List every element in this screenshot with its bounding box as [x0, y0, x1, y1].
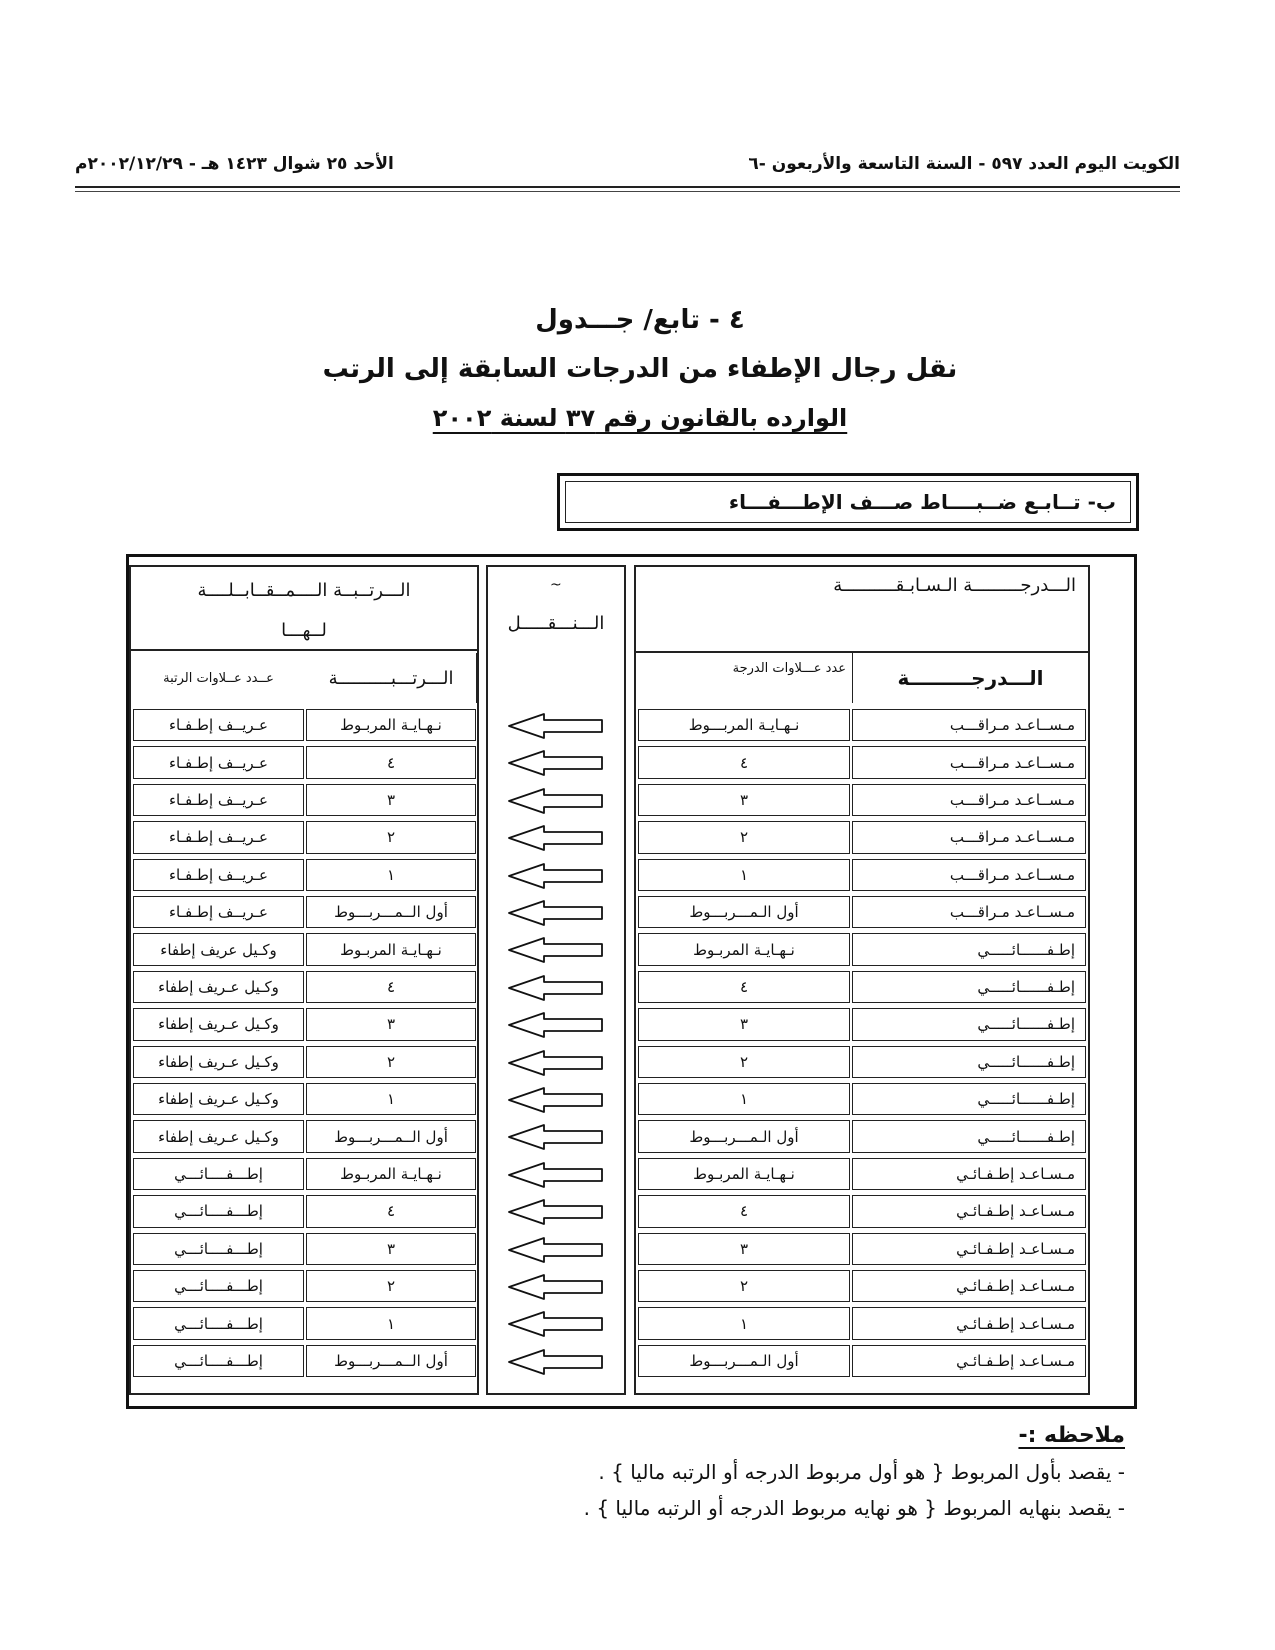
header-date: الأحد ٢٥ شوال ١٤٢٣ هـ - ٢٠٠٢/١٢/٢٩م	[75, 154, 394, 174]
grade-cell: مـســاعـد مـراقـــب	[852, 859, 1086, 891]
rank-cell: عـريــف إطـفـاء	[133, 896, 304, 928]
grade-increments-cell: ٤	[638, 971, 850, 1003]
section-box	[557, 473, 1139, 531]
grade-increments-cell: ٢	[638, 1270, 850, 1302]
rank-increments-cell: ٣	[306, 1008, 476, 1040]
note-item: - يقصد بنهايه المربوط { هو نهايه مربوط الدرجه أو الرتبه ماليا } .	[583, 1496, 1125, 1520]
rank-cell: عـريــف إطـفـاء	[133, 784, 304, 816]
transfer-header: الـــنـــقـــــل	[507, 613, 605, 634]
previous-grade-header: الـــدرجـــــــــة الـسـابـقــــــــــة	[636, 567, 1088, 653]
grade-cell: إطـفــــــائـــــي	[852, 1120, 1086, 1152]
rank-cell: عـريــف إطـفـاء	[133, 709, 304, 741]
header-issue: الكويت اليوم العدد ٥٩٧ - السنة التاسعة والأربعون -٦	[748, 154, 1180, 174]
grade-increments-cell: ٣	[638, 1233, 850, 1265]
rank-cell: وكـيل عـريف إطفاء	[133, 971, 304, 1003]
rank-cell: وكـيل عريف إطفاء	[133, 933, 304, 965]
header-rule-thin	[75, 191, 1180, 192]
rank-increments-cell: ٤	[306, 1195, 476, 1227]
transfer-arrow-icon	[506, 787, 606, 815]
rank-cell: إطـــفــــائـــي	[133, 1233, 304, 1265]
rank-increments-cell: ٢	[306, 1270, 476, 1302]
table-title: نقل رجال الإطفاء من الدرجات السابقة إلى الرتب	[322, 354, 958, 384]
grade-cell: إطـفــــــائـــــي	[852, 971, 1086, 1003]
grade-increments-cell: أول الـمـــربـــوط	[638, 896, 850, 928]
gazette-header	[75, 150, 1180, 182]
transfer-arrow-icon	[506, 1348, 606, 1376]
grade-increments-cell: ٢	[638, 821, 850, 853]
rank-increments-cell: أول الــمـــربـــوط	[306, 1345, 476, 1377]
rank-block	[129, 565, 479, 1395]
rank-increments-cell: ٤	[306, 746, 476, 778]
rank-increments-cell: ٣	[306, 784, 476, 816]
grade-increments-cell: نـهـايـة المربـوط	[638, 933, 850, 965]
transfer-arrow-icon	[506, 1049, 606, 1077]
grade-cell: مـسـاعـد إطـفـائـي	[852, 1158, 1086, 1190]
table-subtitle: الوارده بالقانون رقم ٣٧ لسنة ٢٠٠٢	[432, 404, 848, 432]
rank-cell: إطـــفــــائـــي	[133, 1345, 304, 1377]
rank-increments-cell: أول الــمـــربـــوط	[306, 1120, 476, 1152]
grade-increments-cell: نـهـايـة المربـوط	[638, 1158, 850, 1190]
transfer-arrow-icon	[506, 749, 606, 777]
rank-increments-cell: ٤	[306, 971, 476, 1003]
grade-increments-cell: أول الـمـــربـــوط	[638, 1345, 850, 1377]
transfer-table	[126, 554, 1137, 1409]
rank-cell: إطـــفــــائـــي	[133, 1195, 304, 1227]
grade-cell: إطـفــــــائـــــي	[852, 1008, 1086, 1040]
rank-cell: وكـيل عـريف إطفاء	[133, 1120, 304, 1152]
transfer-arrow-icon	[506, 1161, 606, 1189]
rank-cell: إطـــفــــائـــي	[133, 1270, 304, 1302]
rank-increments-cell: أول الــمـــربـــوط	[306, 896, 476, 928]
rank-increments-cell: ١	[306, 1083, 476, 1115]
rank-increments-cell: ١	[306, 1307, 476, 1339]
rank-cell: عـريــف إطـفـاء	[133, 859, 304, 891]
rank-increments-cell: نـهـايـة المربـوط	[306, 933, 476, 965]
rank-increments-cell: ٣	[306, 1233, 476, 1265]
grade-cell: مـســاعـد مـراقـــب	[852, 784, 1086, 816]
title-block	[200, 300, 1080, 438]
transfer-arrow-icon	[506, 862, 606, 890]
transfer-block	[486, 565, 626, 1395]
rank-group-header-line2: لــهـــا	[131, 611, 477, 651]
grade-cell: مـسـاعـد إطـفـائـي	[852, 1195, 1086, 1227]
previous-grade-block	[634, 565, 1090, 1395]
transfer-arrow-icon	[506, 712, 606, 740]
rank-cell: وكـيل عـريف إطفاء	[133, 1008, 304, 1040]
notes-title: ملاحظه :-	[1018, 1423, 1125, 1448]
rank-group-header-line1: الـــرتــبــة الــــمــقــابــلــــة	[197, 580, 411, 601]
grade-increments-cell: ٤	[638, 746, 850, 778]
grade-cell: مـســاعـد مـراقـــب	[852, 709, 1086, 741]
transfer-arrow-icon	[506, 1198, 606, 1226]
grade-increments-cell: نـهـايـة المربـــوط	[638, 709, 850, 741]
header-rule	[75, 186, 1180, 188]
grade-cell: مـسـاعـد إطـفـائـي	[852, 1307, 1086, 1339]
rank-increments-cell: نـهـايـة المربـوط	[306, 1158, 476, 1190]
rank-cell: إطـــفــــائـــي	[133, 1307, 304, 1339]
grade-increments-cell: ٢	[638, 1046, 850, 1078]
transfer-arrow-icon	[506, 1123, 606, 1151]
rank-increments-cell: ٢	[306, 1046, 476, 1078]
notes-section	[175, 1418, 1125, 1526]
grade-cell: مـسـاعـد إطـفـائـي	[852, 1345, 1086, 1377]
grade-cell: إطـفــــــائـــــي	[852, 1083, 1086, 1115]
rank-cell: عـريــف إطـفـاء	[133, 821, 304, 853]
grade-increments-cell: ٣	[638, 784, 850, 816]
rank-header: الـــرتـــبــــــــــة	[306, 653, 477, 703]
rank-increments-header: عــدد عــلاوات الرتبة	[163, 670, 274, 686]
rank-increments-cell: ١	[306, 859, 476, 891]
grade-increments-cell: ١	[638, 1307, 850, 1339]
transfer-arrow-icon	[506, 1273, 606, 1301]
grade-cell: إطـفــــــائـــــي	[852, 1046, 1086, 1078]
grade-cell: مـســاعـد مـراقـــب	[852, 896, 1086, 928]
grade-cell: مـســاعـد مـراقـــب	[852, 821, 1086, 853]
section-label: ب- تــابـع ضــبــــاط صـــف الإطـــفـــاء	[565, 481, 1131, 523]
grade-cell: مـســاعـد مـراقـــب	[852, 746, 1086, 778]
transfer-arrow-icon	[506, 1236, 606, 1264]
grade-cell: مـسـاعـد إطـفـائـي	[852, 1233, 1086, 1265]
transfer-arrow-icon	[506, 1086, 606, 1114]
table-number-title: ٤ - تابع/ جـــدول	[535, 305, 745, 335]
transfer-arrow-icon	[506, 824, 606, 852]
grade-increments-cell: ٣	[638, 1008, 850, 1040]
transfer-arrow-icon	[506, 974, 606, 1002]
grade-increments-header: عدد عـــلاوات الدرجة	[732, 661, 846, 676]
grade-cell: مـسـاعـد إطـفـائـي	[852, 1270, 1086, 1302]
transfer-arrow-icon	[506, 1011, 606, 1039]
rank-increments-cell: نـهـايـة المربـوط	[306, 709, 476, 741]
transfer-arrow-icon	[506, 1310, 606, 1338]
grade-increments-cell: ١	[638, 859, 850, 891]
grade-increments-cell: ٤	[638, 1195, 850, 1227]
rank-cell: إطـــفــــائـــي	[133, 1158, 304, 1190]
grade-header: الـــدرجـــــــــة	[852, 653, 1088, 703]
note-item: - يقصد بأول المربوط { هو أول مربوط الدرجه أو الرتبه ماليا } .	[598, 1460, 1125, 1484]
transfer-arrow-icon	[506, 899, 606, 927]
rank-increments-cell: ٢	[306, 821, 476, 853]
rank-cell: وكـيل عـريف إطفاء	[133, 1083, 304, 1115]
grade-increments-cell: ١	[638, 1083, 850, 1115]
transfer-arrow-icon	[506, 936, 606, 964]
tilde-mark: ~	[550, 577, 562, 593]
rank-cell: عـريــف إطـفـاء	[133, 746, 304, 778]
grade-cell: إطـفــــــائـــــي	[852, 933, 1086, 965]
rank-cell: وكـيل عـريف إطفاء	[133, 1046, 304, 1078]
grade-increments-cell: أول الـمـــربـــوط	[638, 1120, 850, 1152]
